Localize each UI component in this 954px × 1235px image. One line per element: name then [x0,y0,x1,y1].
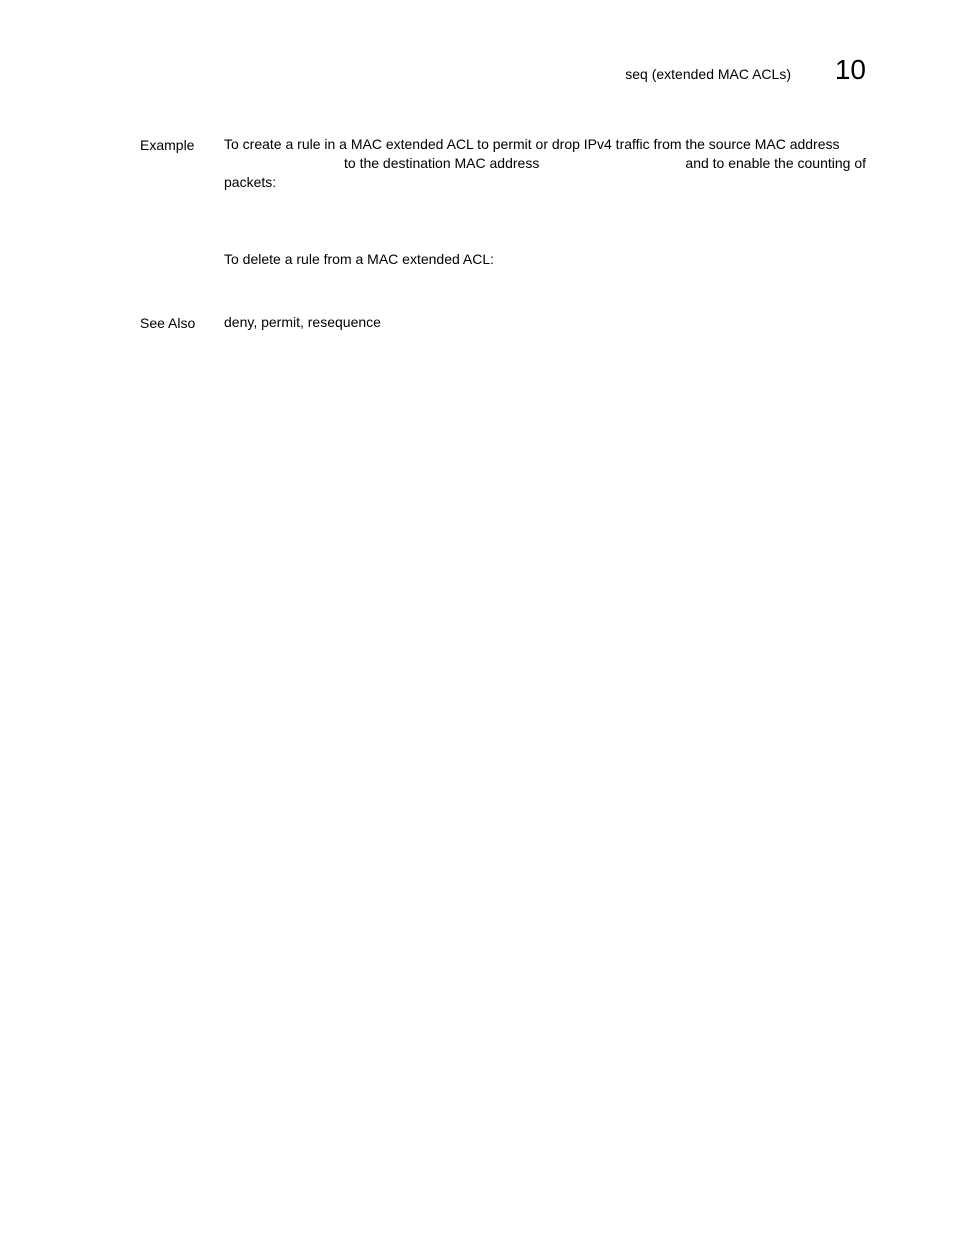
example-line-3: packets: [224,174,277,190]
example-line-2-destination-text: to the destination MAC address [344,155,540,171]
delete-rule-text: To delete a rule from a MAC extended ACL: [224,251,495,267]
running-head-title: seq (extended MAC ACLs) [625,66,791,82]
example-line-2 [224,154,866,173]
example-line-2-counting-text: and to enable the counting of [685,155,866,171]
see-also-references: deny, permit, resequence [224,314,381,330]
chapter-number: 10 [834,54,866,85]
example-line-1: To create a rule in a MAC extended ACL to permit or drop IPv4 traffic from the source MAC address [224,136,840,152]
example-label: Example [140,137,195,153]
see-also-label: See Also [140,315,196,331]
